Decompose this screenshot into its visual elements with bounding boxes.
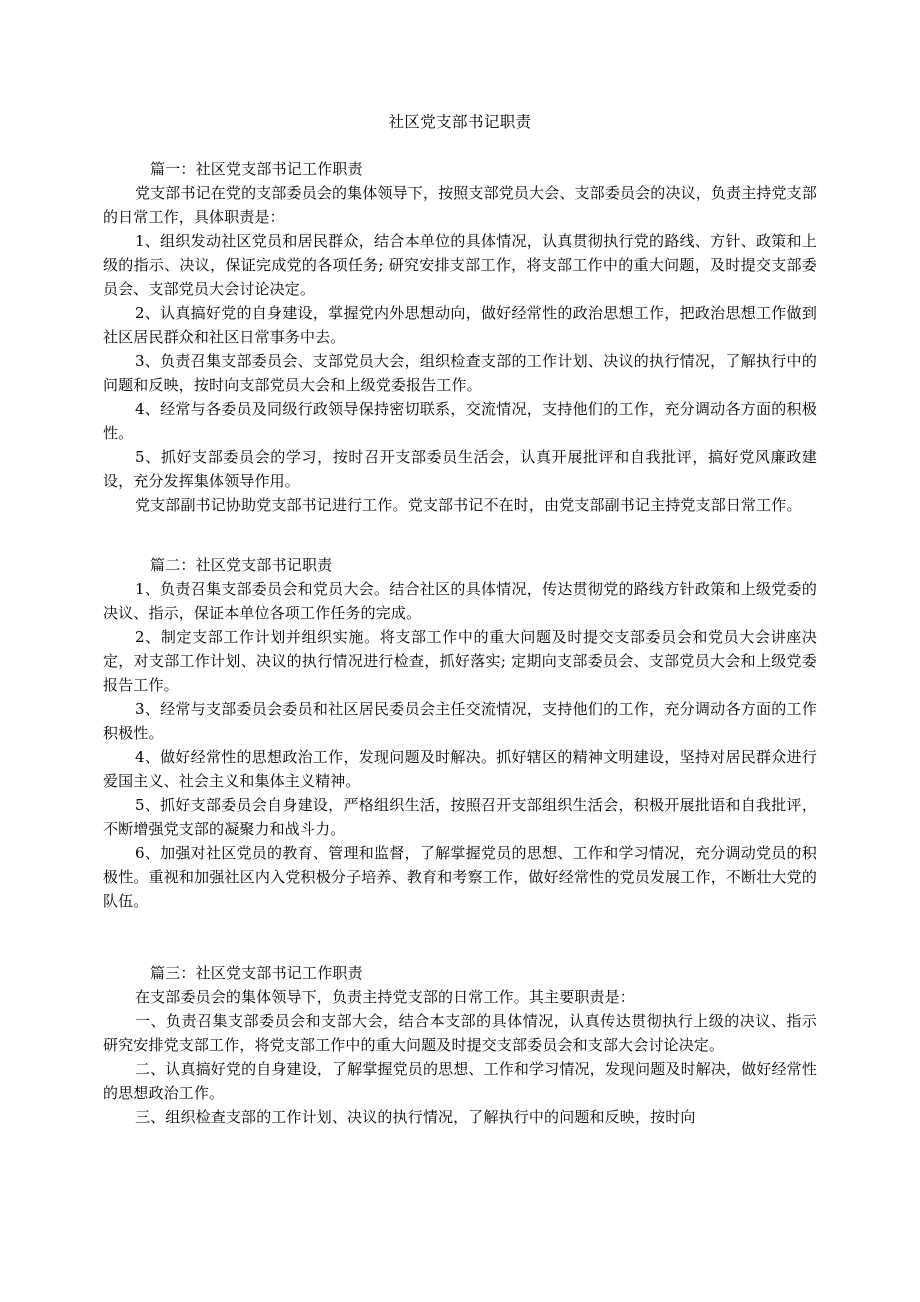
section-gap [103, 517, 817, 553]
paragraph: 3、经常与支部委员会委员和社区居民委员会主任交流情况，支持他们的工作，充分调动各方面的工作积极性。 [103, 700, 817, 742]
paragraph: 4、经常与各委员及同级行政领导保持密切联系，交流情况，支持他们的工作，充分调动各方面的积极性。 [103, 400, 817, 442]
section-gap [103, 913, 817, 961]
section-pian-san [103, 961, 817, 1129]
paragraph: 5、抓好支部委员会的学习，按时召开支部委员生活会，认真开展批评和自我批评，搞好党风廉政建设，充分发挥集体领导作用。 [103, 448, 817, 490]
section-pian-yi [103, 157, 817, 517]
paragraph: 1、负责召集支部委员会和党员大会。结合社区的具体情况，传达贯彻党的路线方针政策和上级党委的决议、指示，保证本单位各项工作任务的完成。 [103, 580, 817, 622]
section-heading: 篇二：社区党支部书记职责 [150, 556, 333, 574]
document-body [103, 0, 817, 1129]
paragraph: 党支部副书记协助党支部书记进行工作。党支部书记不在时，由党支部副书记主持党支部日常工作。 [135, 496, 802, 514]
paragraph: 一、负责召集支部委员会和支部大会，结合本支部的具体情况，认真传达贯彻执行上级的决议、指示 研究安排党支部工作，将党支部工作中的重大问题及时提交支部委员会和支部大会讨论决定。 [103, 1012, 817, 1054]
paragraph: 二、认真搞好党的自身建设，了解掌握党员的思想、工作和学习情况，发现问题及时解决，做好经常性的思想政治工作。 [103, 1060, 817, 1102]
paragraph: 6、加强对社区党员的教育、管理和监督，了解掌握党员的思想、工作和学习情况，充分调动党员的积极性。重视和加强社区内入党积极分子培养、教育和考察工作，做好经常性的党员发展工作，不断壮大党的队伍。 [103, 844, 817, 910]
paragraph: 3、负责召集支部委员会、支部党员大会，组织检查支部的工作计划、决议的执行情况，了解执行中的问题和反映，按时向支部党员大会和上级党委报告工作。 [103, 352, 817, 394]
paragraph: 5、抓好支部委员会自身建设，严格组织生活，按照召开支部组织生活会，积极开展批语和自我批评，不断增强党支部的凝聚力和战斗力。 [103, 796, 817, 838]
paragraph: 三、组织检查支部的工作计划、决议的执行情况，了解执行中的问题和反映，按时向 [135, 1108, 696, 1126]
paragraph: 党支部书记在党的支部委员会的集体领导下，按照支部党员大会、支部委员会的决议，负责主持党支部的日常工作，具体职责是： [103, 184, 817, 226]
title-spacer [103, 134, 817, 157]
paragraph: 4、做好经常性的思想政治工作，发现问题及时解决。抓好辖区的精神文明建设，坚持对居民群众进行爱国主义、社会主义和集体主义精神。 [103, 748, 817, 790]
section-heading: 篇三：社区党支部书记工作职责 [150, 964, 363, 982]
section-pian-er [103, 553, 817, 913]
paragraph: 在支部委员会的集体领导下，负责主持党支部的日常工作。其主要职责是： [135, 988, 635, 1006]
page-title: 社区党支部书记职责 [388, 113, 532, 131]
paragraph: 2、制定支部工作计划并组织实施。将支部工作中的重大问题及时提交支部委员会和党员大会讲座决定，对支部工作计划、决议的执行情况进行检查，抓好落实; 定期向支部委员会、支部党员大会和上级党委报告工作。 [103, 628, 817, 694]
paragraph: 2、认真搞好党的自身建设，掌握党内外思想动向，做好经常性的政治思想工作，把政治思想工作做到社区居民群众和社区日常事务中去。 [103, 304, 817, 346]
section-heading: 篇一：社区党支部书记工作职责 [150, 160, 363, 178]
paragraph: 1、组织发动社区党员和居民群众，结合本单位的具体情况，认真贯彻执行党的路线、方针、政策和上级的指示、决议，保证完成党的各项任务; 研究安排支部工作，将支部工作中的重大问题，及时提交支部委员会、支部党员大会讨论决定。 [103, 232, 817, 298]
